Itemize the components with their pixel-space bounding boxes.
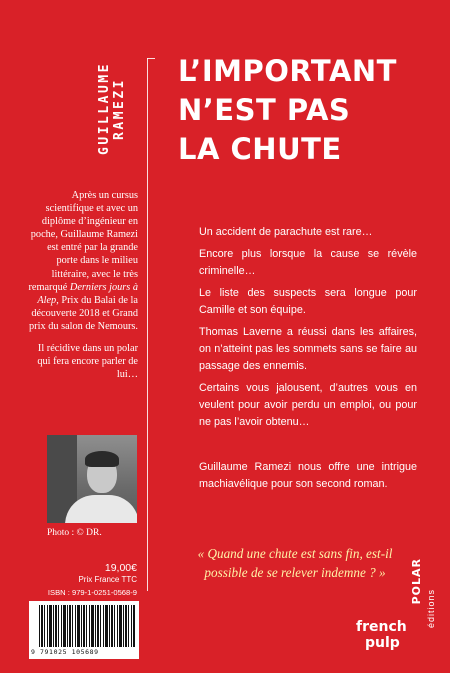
publisher-line-1: french: [356, 619, 407, 635]
bio-paragraph-2: Il récidive dans un polar qui fera encore parler de lui…: [37, 343, 138, 381]
author-photo: [47, 435, 137, 523]
publisher-logo: [356, 619, 407, 651]
author-bio: [28, 189, 138, 390]
blurb-paragraph: Un accident de parachute est rare…: [199, 226, 373, 238]
isbn: ISBN : 979-1-0251-0568-9: [47, 588, 137, 597]
editions-label: éditions: [426, 589, 436, 629]
back-cover-blurb: [199, 224, 417, 498]
blurb-paragraph: Guillaume Ramezi nous offre une intrigue machiavélique pour son second roman.: [199, 461, 417, 490]
bio-paragraph-1: Après un cursus scientifique et avec un diplôme d’ingénieur en poche, Guillaume Ramezi est entré par la grande porte dans le milieu littéraire, avec le très remarqué Derniers jours à Alep, Prix du Balai de la découverte 2018 et Grand prix du salon de Nemours.: [28, 190, 138, 332]
blurb-paragraph: Encore plus lorsque la cause se révèle criminelle…: [199, 248, 417, 277]
blurb-paragraph: Le liste des suspects sera longue pour Camille et son équipe.: [199, 287, 417, 316]
bio-book-title: Derniers jours à Alep: [37, 281, 138, 306]
barcode: [29, 601, 139, 659]
rule-corner: [147, 58, 155, 59]
publisher-line-2: pulp: [365, 635, 400, 651]
price: 19,00€: [104, 562, 137, 574]
vertical-rule: [147, 58, 148, 591]
blurb-paragraph: Certains vous jalousent, d’autres vous en veulent pour avoir perdu un emploi, ou pour ne pas l’avoir obtenu…: [199, 382, 417, 428]
price-note: Prix France TTC: [78, 575, 137, 584]
blurb-paragraph: Thomas Laverne a réussi dans les affaires, on n’atteint pas les sommets sans se faire au passage des ennemis.: [199, 326, 417, 372]
barcode-digits: 9 791025 105689: [31, 648, 99, 656]
photo-credit: Photo : © DR.: [47, 528, 102, 538]
barcode-bars: [39, 605, 135, 647]
collection-label: POLAR: [410, 558, 423, 605]
book-title: L’IMPORTANT N’EST PAS LA CHUTE: [178, 54, 397, 166]
spine-author: GUILLAUME RAMEZI: [97, 62, 127, 155]
pull-quote: « Quand une chute est sans fin, est-il possible de se relever indemne ? »: [197, 546, 393, 580]
